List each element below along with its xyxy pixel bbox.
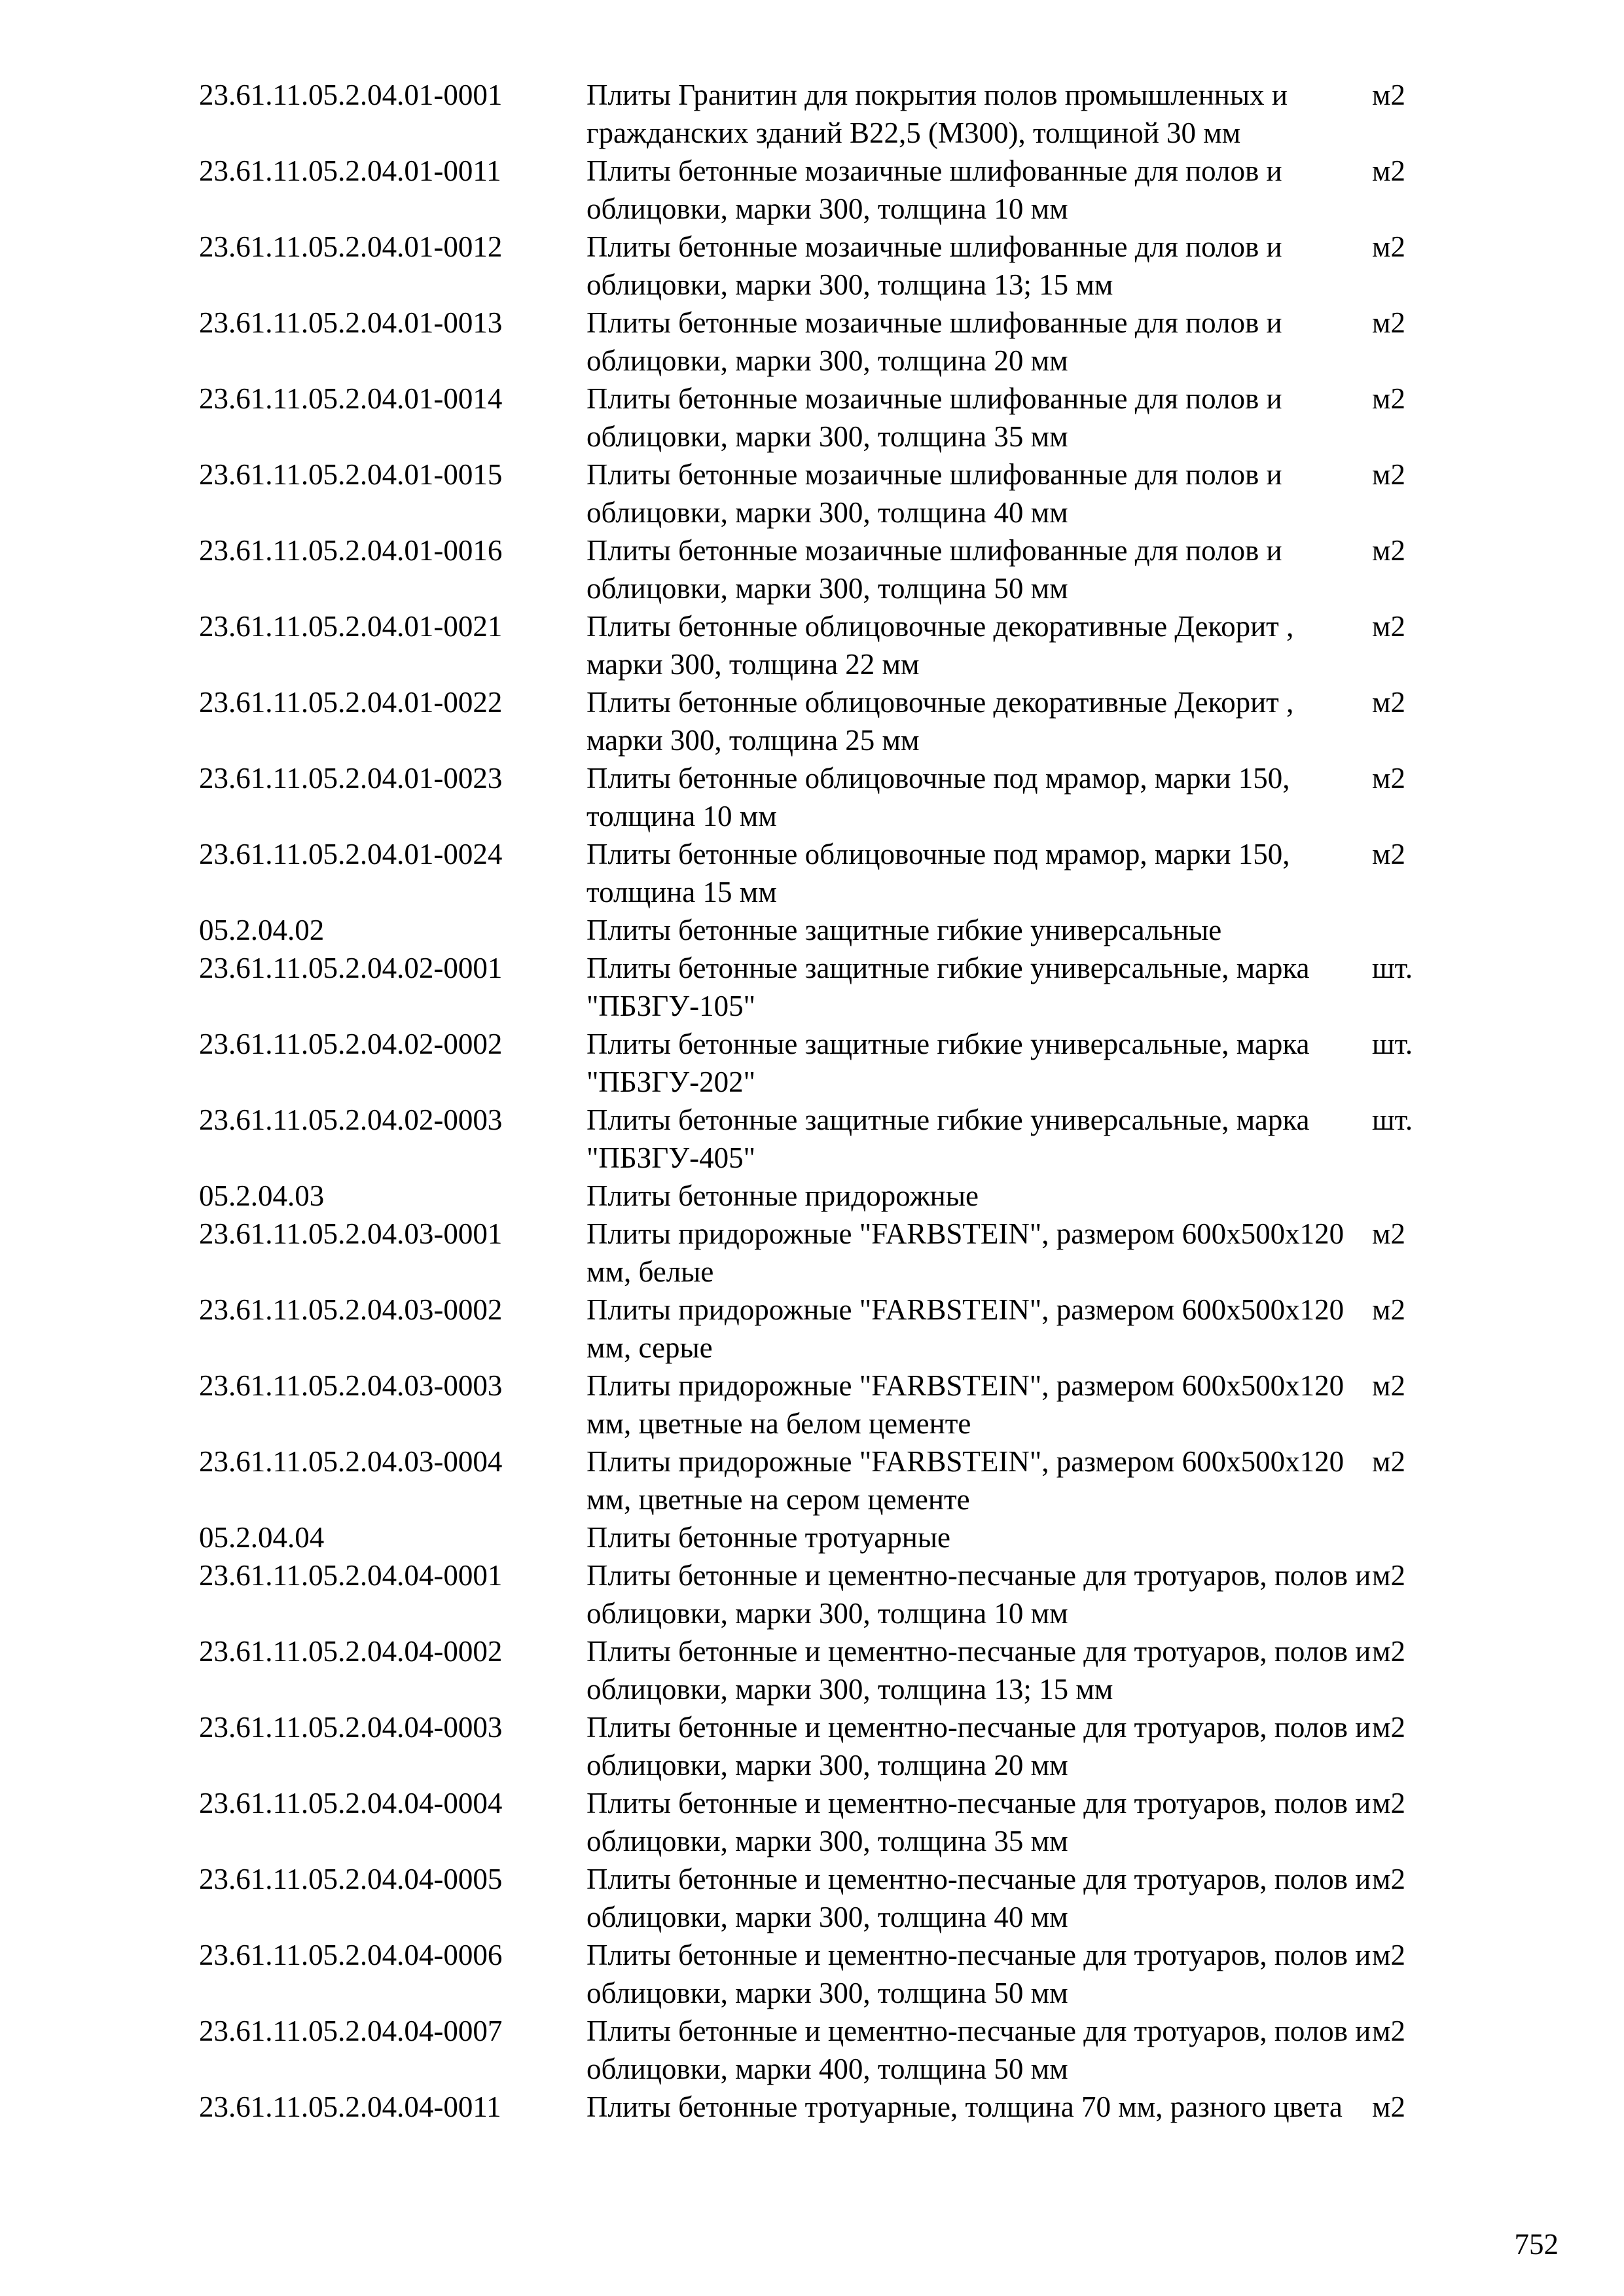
item-code: 23.61.11.05.2.04.04-0003 — [199, 1711, 503, 1744]
item-name: Плиты бетонные защитные гибкие универсальные, марка "ПБЗГУ-105" — [586, 952, 1310, 1022]
item-code: 23.61.11.05.2.04.01-0015 — [199, 458, 503, 491]
item-unit: м2 — [1372, 1217, 1405, 1250]
item-unit: м2 — [1372, 762, 1405, 795]
item-code: 23.61.11.05.2.04.01-0013 — [199, 306, 503, 339]
item-name: Плиты бетонные и цементно-песчаные для тротуаров, полов и облицовки, марки 300, толщина 10 мм — [586, 1559, 1371, 1630]
item-unit: шт. — [1372, 952, 1413, 984]
item-code: 23.61.11.05.2.04.04-0007 — [199, 2015, 503, 2047]
section-name: Плиты бетонные придорожные — [586, 1179, 979, 1212]
item-name: Плиты бетонные мозаичные шлифованные для полов и облицовки, марки 300, толщина 13; 15 мм — [586, 230, 1282, 301]
item-name: Плиты бетонные облицовочные под мрамор, марки 150, толщина 10 мм — [586, 762, 1290, 833]
item-code: 23.61.11.05.2.04.04-0005 — [199, 1863, 503, 1895]
item-code: 23.61.11.05.2.04.01-0014 — [199, 382, 503, 415]
item-unit: шт. — [1372, 1103, 1413, 1136]
item-code: 23.61.11.05.2.04.02-0003 — [199, 1103, 503, 1136]
catalog-row — [199, 1215, 1443, 1291]
catalog-row — [199, 228, 1443, 304]
catalog-row — [199, 152, 1443, 228]
catalog-row — [199, 1367, 1443, 1443]
item-code: 23.61.11.05.2.04.04-0002 — [199, 1635, 503, 1668]
item-unit: м2 — [1372, 382, 1405, 415]
item-unit: м2 — [1372, 1787, 1405, 1820]
item-name: Плиты придорожные "FARBSTEIN", размером 600x500x120 мм, цветные на сером цементе — [586, 1445, 1344, 1516]
item-unit: м2 — [1372, 458, 1405, 491]
catalog-row — [199, 683, 1443, 759]
item-unit: м2 — [1372, 79, 1405, 111]
item-name: Плиты бетонные и цементно-песчаные для тротуаров, полов и облицовки, марки 300, толщина 20 мм — [586, 1711, 1371, 1782]
item-name: Плиты бетонные мозаичные шлифованные для полов и облицовки, марки 300, толщина 50 мм — [586, 534, 1282, 605]
section-name: Плиты бетонные тротуарные — [586, 1521, 951, 1554]
item-code: 23.61.11.05.2.04.01-0016 — [199, 534, 503, 567]
item-name: Плиты придорожные "FARBSTEIN", размером 600x500x120 мм, серые — [586, 1293, 1344, 1364]
item-code: 23.61.11.05.2.04.01-0011 — [199, 154, 501, 187]
catalog-row — [199, 531, 1443, 607]
item-name: Плиты придорожные "FARBSTEIN", размером 600x500x120 мм, белые — [586, 1217, 1344, 1288]
item-unit: м2 — [1372, 2015, 1405, 2047]
item-code: 23.61.11.05.2.04.03-0002 — [199, 1293, 503, 1326]
item-unit: м2 — [1372, 306, 1405, 339]
catalog-row — [199, 949, 1443, 1025]
item-unit: м2 — [1372, 1369, 1405, 1402]
item-code: 23.61.11.05.2.04.01-0021 — [199, 610, 503, 643]
item-code: 23.61.11.05.2.04.01-0022 — [199, 686, 503, 719]
item-code: 23.61.11.05.2.04.03-0003 — [199, 1369, 503, 1402]
catalog-table — [199, 76, 1443, 2126]
catalog-row — [199, 1632, 1443, 1708]
catalog-row — [199, 2088, 1443, 2126]
section-code: 05.2.04.03 — [199, 1179, 325, 1212]
item-unit: м2 — [1372, 1863, 1405, 1895]
item-name: Плиты бетонные и цементно-песчаные для тротуаров, полов и облицовки, марки 300, толщина 50 мм — [586, 1939, 1371, 2009]
catalog-row — [199, 456, 1443, 531]
catalog-row — [199, 1784, 1443, 1860]
item-unit: м2 — [1372, 1445, 1405, 1478]
item-unit: м2 — [1372, 1711, 1405, 1744]
item-name: Плиты придорожные "FARBSTEIN", размером 600x500x120 мм, цветные на белом цементе — [586, 1369, 1344, 1440]
item-code: 23.61.11.05.2.04.02-0002 — [199, 1028, 503, 1060]
catalog-row — [199, 304, 1443, 380]
catalog-row — [199, 2012, 1443, 2088]
item-unit: м2 — [1372, 610, 1405, 643]
catalog-row — [199, 1443, 1443, 1518]
item-unit: м2 — [1372, 1635, 1405, 1668]
section-code: 05.2.04.04 — [199, 1521, 325, 1554]
page-number: 752 — [1514, 2228, 1559, 2261]
item-name: Плиты бетонные облицовочные под мрамор, марки 150, толщина 15 мм — [586, 838, 1290, 908]
item-name: Плиты бетонные облицовочные декоративные Декорит , марки 300, толщина 22 мм — [586, 610, 1294, 681]
item-name: Плиты бетонные и цементно-песчаные для тротуаров, полов и облицовки, марки 400, толщина 50 мм — [586, 2015, 1371, 2085]
item-unit: м2 — [1372, 230, 1405, 263]
item-code: 23.61.11.05.2.04.03-0004 — [199, 1445, 503, 1478]
item-code: 23.61.11.05.2.04.01-0024 — [199, 838, 503, 870]
catalog-row — [199, 759, 1443, 835]
catalog-row — [199, 1291, 1443, 1367]
section-header-row — [199, 1177, 1443, 1215]
item-name: Плиты бетонные и цементно-песчаные для тротуаров, полов и облицовки, марки 300, толщина 13; 15 мм — [586, 1635, 1371, 1706]
item-unit: м2 — [1372, 1559, 1405, 1592]
item-name: Плиты бетонные защитные гибкие универсальные, марка "ПБЗГУ-202" — [586, 1028, 1310, 1098]
item-unit: м2 — [1372, 2090, 1405, 2123]
catalog-row — [199, 1556, 1443, 1632]
section-header-row — [199, 911, 1443, 949]
item-name: Плиты бетонные тротуарные, толщина 70 мм, разного цвета — [586, 2090, 1343, 2123]
catalog-row — [199, 835, 1443, 911]
item-name: Плиты бетонные и цементно-песчаные для тротуаров, полов и облицовки, марки 300, толщина 40 мм — [586, 1863, 1371, 1933]
item-name: Плиты бетонные мозаичные шлифованные для полов и облицовки, марки 300, толщина 35 мм — [586, 382, 1282, 453]
item-name: Плиты бетонные мозаичные шлифованные для полов и облицовки, марки 300, толщина 40 мм — [586, 458, 1282, 529]
catalog-row — [199, 1708, 1443, 1784]
item-name: Плиты Гранитин для покрытия полов промышленных и гражданских зданий В22,5 (М300), толщиной 30 мм — [586, 79, 1288, 149]
item-unit: шт. — [1372, 1028, 1413, 1060]
catalog-row — [199, 1101, 1443, 1177]
catalog-row — [199, 607, 1443, 683]
item-unit: м2 — [1372, 154, 1405, 187]
item-name: Плиты бетонные защитные гибкие универсальные, марка "ПБЗГУ-405" — [586, 1103, 1310, 1174]
section-code: 05.2.04.02 — [199, 914, 325, 946]
item-code: 23.61.11.05.2.04.04-0001 — [199, 1559, 503, 1592]
item-code: 23.61.11.05.2.04.04-0004 — [199, 1787, 503, 1820]
item-code: 23.61.11.05.2.04.01-0023 — [199, 762, 503, 795]
section-header-row — [199, 1518, 1443, 1556]
item-unit: м2 — [1372, 1939, 1405, 1971]
item-name: Плиты бетонные мозаичные шлифованные для полов и облицовки, марки 300, толщина 10 мм — [586, 154, 1282, 225]
item-code: 23.61.11.05.2.04.01-0001 — [199, 79, 503, 111]
item-unit: м2 — [1372, 534, 1405, 567]
item-code: 23.61.11.05.2.04.04-0011 — [199, 2090, 501, 2123]
item-name: Плиты бетонные мозаичные шлифованные для полов и облицовки, марки 300, толщина 20 мм — [586, 306, 1282, 377]
catalog-row — [199, 1936, 1443, 2012]
item-code: 23.61.11.05.2.04.04-0006 — [199, 1939, 503, 1971]
catalog-row — [199, 1860, 1443, 1936]
item-code: 23.61.11.05.2.04.03-0001 — [199, 1217, 503, 1250]
item-code: 23.61.11.05.2.04.02-0001 — [199, 952, 503, 984]
item-unit: м2 — [1372, 1293, 1405, 1326]
section-name: Плиты бетонные защитные гибкие универсальные — [586, 914, 1222, 946]
catalog-row — [199, 380, 1443, 456]
item-name: Плиты бетонные облицовочные декоративные Декорит , марки 300, толщина 25 мм — [586, 686, 1294, 757]
catalog-row — [199, 1025, 1443, 1101]
item-code: 23.61.11.05.2.04.01-0012 — [199, 230, 503, 263]
item-unit: м2 — [1372, 838, 1405, 870]
item-name: Плиты бетонные и цементно-песчаные для тротуаров, полов и облицовки, марки 300, толщина 35 мм — [586, 1787, 1371, 1857]
item-unit: м2 — [1372, 686, 1405, 719]
catalog-row — [199, 76, 1443, 152]
